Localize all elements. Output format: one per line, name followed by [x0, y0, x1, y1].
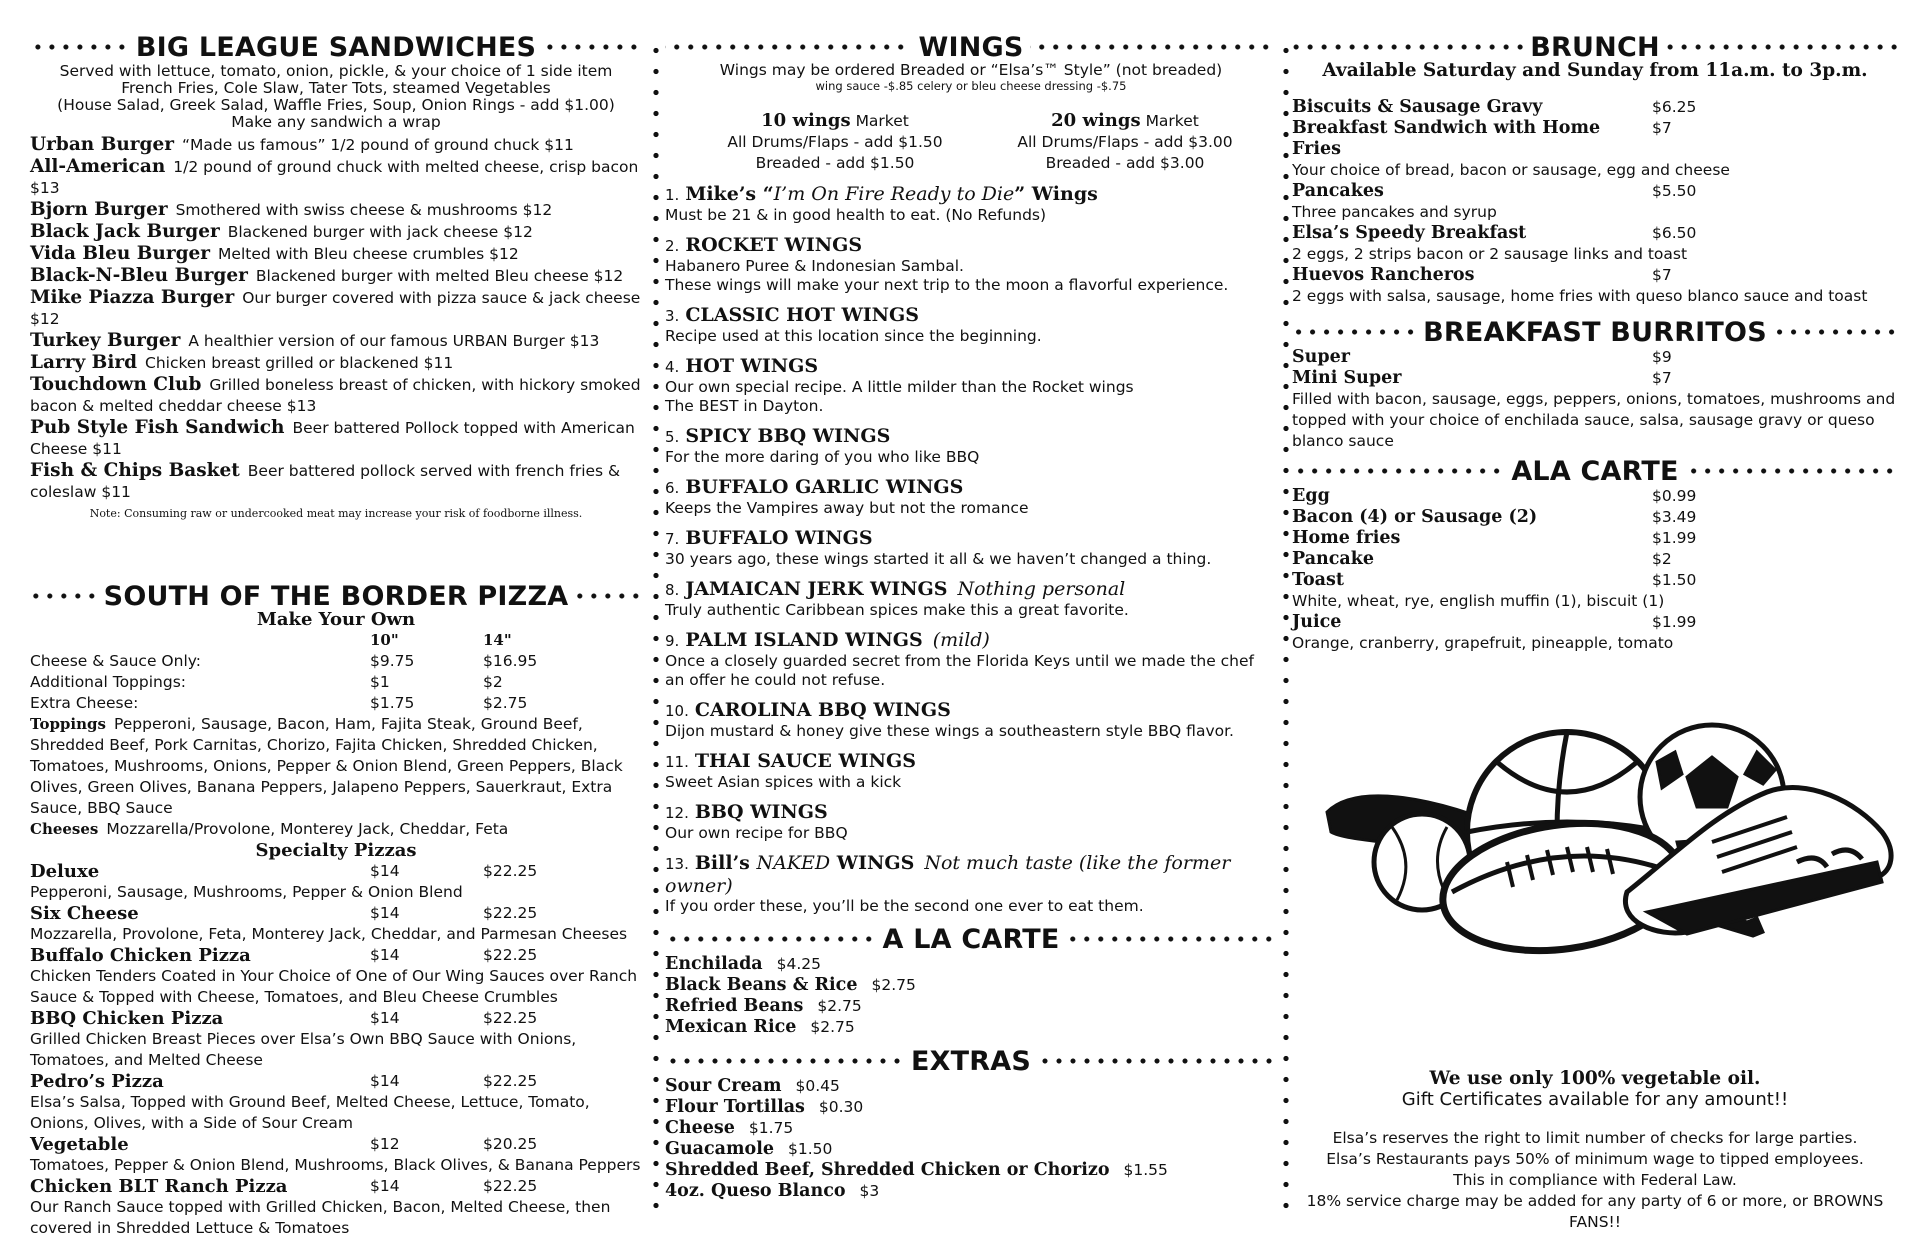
wing-number: 9.	[665, 632, 680, 650]
oil-note: We use only 100% vegetable oil.	[1429, 1068, 1761, 1089]
item-name: Refried Beans	[665, 996, 804, 1016]
wing-number: 11.	[665, 753, 689, 771]
item-name: Mexican Rice	[665, 1017, 797, 1037]
menu-item	[665, 1076, 1277, 1097]
wing-name-italic: I’m On Fire Ready to Die	[773, 183, 1015, 205]
menu-item	[30, 199, 642, 221]
menu-item	[1292, 118, 1898, 160]
item-desc: 2 eggs, 2 strips bacon or 2 sausage links and toast	[1292, 245, 1688, 263]
item-name: Egg	[1292, 486, 1330, 506]
item-desc: 1/2 pound of ground chuck with melted cheese, crisp bacon $13	[30, 158, 639, 197]
gift-note: Gift Certificates available for any amount!!	[1401, 1089, 1789, 1110]
menu-item	[30, 221, 642, 243]
item-desc: Melted with Bleu cheese crumbles $12	[218, 245, 519, 263]
menu-item	[30, 243, 642, 265]
menu-item	[30, 287, 642, 330]
wing-name: BUFFALO WINGS	[685, 527, 873, 549]
price-10: $14	[370, 946, 400, 964]
item-price: $1.75	[748, 1119, 794, 1137]
wing-item	[665, 578, 1277, 620]
wing-name: HOT WINGS	[685, 355, 819, 377]
right-column	[1292, 28, 1898, 1243]
wing-item	[665, 801, 1277, 843]
item-name: Black Beans & Rice	[665, 975, 858, 995]
wing-item	[665, 699, 1277, 741]
item-name: Pancake	[1292, 549, 1375, 569]
item-price: $0.30	[818, 1098, 864, 1116]
specialty-pizza	[30, 1134, 642, 1155]
pizza-size-headers: 10" 14"	[370, 631, 512, 649]
item-name: Fish & Chips Basket	[30, 460, 240, 481]
wing-desc: Recipe used at this location since the beginning.	[665, 327, 1042, 345]
row-label: Extra Cheese:	[30, 694, 139, 712]
wing-item	[665, 304, 1277, 346]
item-desc: 2 eggs with salsa, sausage, home fries with queso blanco sauce and toast	[1292, 287, 1868, 305]
wing-name: BBQ WINGS	[694, 801, 828, 823]
wing-number: 3.	[665, 307, 680, 325]
price-row	[30, 672, 642, 693]
item-name: Juice	[1292, 612, 1342, 632]
wing-list	[665, 183, 1277, 916]
item-name: Biscuits & Sausage Gravy	[1292, 97, 1543, 117]
price-14: $22.25	[483, 904, 538, 922]
price-10: $9.75	[370, 652, 415, 670]
wing-title	[665, 578, 1277, 601]
item-price: $0.45	[795, 1077, 840, 1095]
wing-name: ROCKET WINGS	[685, 234, 863, 256]
pizza-name: Six Cheese	[30, 903, 139, 924]
price-14: $2	[483, 673, 503, 691]
sandwiches-intro: Served with lettuce, tomato, onion, pickle, & your choice of 1 side item French Fries, Cole Slaw, Tater Tots, steamed Vegetables (House Salad, Greek Salad, Waffle Fries, Soup, Onion Rings - add $1.00) Make any sandwich a wrap	[57, 62, 615, 131]
menu-item	[665, 975, 1277, 996]
wing-title	[665, 476, 1277, 499]
item-name: Bacon (4) or Sausage (2)	[1292, 507, 1538, 527]
wing-item	[665, 355, 1277, 416]
brunch-list	[1292, 97, 1898, 307]
wing-title	[665, 183, 1277, 206]
wing-name: BUFFALO GARLIC WINGS	[685, 476, 964, 498]
item-name: Turkey Burger	[30, 330, 181, 351]
wing-title	[665, 801, 1277, 824]
item-name: Shredded Beef, Shredded Chicken or Chorizo	[665, 1160, 1110, 1180]
wing-note: Not much taste (like the former owner)	[665, 852, 1231, 897]
specialty-pizza	[30, 1071, 642, 1092]
item-name: Black Jack Burger	[30, 221, 220, 242]
sandwiches-header	[30, 28, 642, 66]
menu-item	[1292, 223, 1898, 244]
wing-name-end: WINGS	[830, 852, 915, 874]
item-name: Flour Tortillas	[665, 1097, 805, 1117]
section-title: SOUTH OF THE BORDER PIZZA	[103, 580, 569, 612]
wing-desc: For the more daring of you who like BBQ	[665, 448, 980, 466]
item-name: Guacamole	[665, 1139, 774, 1159]
wings-intro: Wings may be ordered Breaded or “Elsa’s™ Style” (not breaded)	[719, 61, 1223, 79]
item-name: Huevos Rancheros	[1292, 265, 1475, 285]
item-name: Bjorn Burger	[30, 199, 168, 220]
pizza-desc: Pepperoni, Sausage, Mushrooms, Pepper & Onion Blend	[30, 883, 463, 901]
menu-item	[30, 330, 642, 352]
price-10: $1	[370, 673, 390, 691]
middle-column	[665, 28, 1277, 1243]
item-price: $1.50	[1652, 571, 1697, 589]
menu-item	[1292, 507, 1898, 528]
item-price: $2.75	[810, 1018, 855, 1036]
wing-title	[665, 425, 1277, 448]
price-14: $22.25	[483, 1072, 538, 1090]
pizza-name: Deluxe	[30, 861, 100, 882]
item-name: Home fries	[1292, 528, 1401, 548]
wing-item	[665, 476, 1277, 518]
menu-item	[30, 417, 642, 460]
item-name: Pub Style Fish Sandwich	[30, 417, 285, 438]
burritos-list	[1292, 347, 1898, 452]
item-name: Breakfast Sandwich with Home Fries	[1292, 118, 1601, 159]
pizza-subtitle: Make Your Own	[256, 609, 416, 630]
item-desc: Our burger covered with pizza sauce & jack cheese $12	[30, 289, 641, 328]
price-10: $14	[370, 904, 400, 922]
section-title: BREAKFAST BURRITOS	[1423, 316, 1767, 348]
item-name: Sour Cream	[665, 1076, 782, 1096]
item-name: 4oz. Queso Blanco	[665, 1181, 846, 1201]
menu-item	[665, 1139, 1277, 1160]
wing-desc: Truly authentic Caribbean spices make this a great favorite.	[665, 601, 1129, 619]
section-title: WINGS	[918, 31, 1024, 63]
pizza-desc: Grilled Chicken Breast Pieces over Elsa’s Own BBQ Sauce with Onions, Tomatoes, and Melted Cheese	[30, 1030, 577, 1069]
menu-item	[1292, 181, 1898, 202]
wing-item	[665, 527, 1277, 569]
item-price: $5.50	[1652, 182, 1697, 200]
section-title: BRUNCH	[1530, 31, 1660, 63]
wing-number: 10.	[665, 702, 689, 720]
pizza-name: Pedro’s Pizza	[30, 1071, 164, 1092]
wing-name-italic: NAKED	[756, 852, 831, 874]
item-desc: Blackened burger with melted Bleu cheese $12	[255, 267, 624, 285]
menu-item	[30, 134, 642, 156]
item-name: Vida Bleu Burger	[30, 243, 211, 264]
food-safety-note: Note: Consuming raw or undercooked meat may increase your risk of foodborne illness.	[89, 507, 583, 520]
item-price: $6.25	[1652, 98, 1697, 116]
pizza-cheeses: Cheeses Mozzarella/Provolone, Monterey Jack, Cheddar, Feta	[30, 820, 509, 838]
wing-desc: Once a closely guarded secret from the Florida Keys until we made the chef an offer he could not refuse.	[665, 652, 1254, 689]
menu-item	[665, 1181, 1277, 1202]
item-desc: Three pancakes and syrup	[1292, 203, 1497, 221]
wing-name: Mike’s “	[685, 183, 774, 205]
price-10: $12	[370, 1135, 400, 1153]
wing-note: Nothing personal	[957, 578, 1126, 600]
price-10: $1.75	[370, 694, 415, 712]
item-price: $3	[859, 1182, 880, 1200]
wing-name: CAROLINA BBQ WINGS	[694, 699, 951, 721]
item-price: $0.99	[1652, 487, 1697, 505]
wing-number: 12.	[665, 804, 689, 822]
menu-item	[30, 352, 642, 374]
price-10: $14	[370, 1177, 400, 1195]
item-name: Touchdown Club	[30, 374, 202, 395]
item-price: $9	[1652, 348, 1672, 366]
pizza-name: Vegetable	[30, 1134, 129, 1155]
price-14: $16.95	[483, 652, 538, 670]
item-price: $2.75	[817, 997, 862, 1015]
brunch-subtitle: Available Saturday and Sunday from 11a.m. to 3p.m.	[1322, 60, 1868, 81]
menu-item	[30, 265, 642, 287]
pizza-name: Chicken BLT Ranch Pizza	[30, 1176, 288, 1197]
section-title: ALA CARTE	[1511, 455, 1679, 487]
item-desc: Beer battered Pollock topped with American Cheese $11	[30, 419, 635, 458]
wing-counts	[665, 110, 1277, 174]
twenty-wings: 20 wings Market All Drums/Flaps - add $3.00 Breaded - add $3.00	[1017, 110, 1233, 172]
item-price: $1.55	[1123, 1161, 1168, 1179]
row-label: Cheese & Sauce Only:	[30, 652, 202, 670]
item-name: All-American	[30, 156, 166, 177]
price-14: $20.25	[483, 1135, 538, 1153]
item-name: Super	[1292, 347, 1350, 367]
wing-item	[665, 750, 1277, 792]
item-name: Mini Super	[1292, 368, 1402, 388]
menu-item	[1292, 265, 1898, 286]
alacarte-list	[665, 954, 1277, 1038]
wing-number: 8.	[665, 581, 680, 599]
pizza-base-prices	[30, 651, 642, 714]
specialty-pizza	[30, 861, 642, 882]
wing-number: 6.	[665, 479, 680, 497]
price-14: $22.25	[483, 946, 538, 964]
wing-title	[665, 629, 1277, 652]
menu-item	[665, 1160, 1277, 1181]
wing-number: 7.	[665, 530, 680, 548]
pizza-name: Buffalo Chicken Pizza	[30, 945, 251, 966]
menu-item	[30, 374, 642, 417]
alacarte-header	[665, 920, 1277, 958]
price-row	[30, 693, 642, 714]
burritos-header	[1292, 313, 1898, 351]
wing-name: THAI SAUCE WINGS	[694, 750, 916, 772]
item-desc: A healthier version of our famous URBAN Burger $13	[188, 332, 600, 350]
item-name: Cheese	[665, 1118, 735, 1138]
wing-desc: Must be 21 & in good health to eat. (No Refunds)	[665, 206, 1047, 224]
section-title: A LA CARTE	[882, 923, 1060, 955]
wing-title	[665, 699, 1277, 722]
ten-wings: 10 wings Market All Drums/Flaps - add $1.50 Breaded - add $1.50	[727, 110, 943, 172]
extras-list	[665, 1076, 1277, 1202]
wing-name: CLASSIC HOT WINGS	[685, 304, 919, 326]
wing-desc: Keeps the Vampires away but not the romance	[665, 499, 1029, 517]
wing-title	[665, 355, 1277, 378]
price-10: $14	[370, 1072, 400, 1090]
item-desc: Blackened burger with jack cheese $12	[227, 223, 533, 241]
menu-item	[665, 1097, 1277, 1118]
menu-item	[30, 460, 642, 503]
extras-header	[665, 1042, 1277, 1080]
menu-item	[1292, 612, 1898, 633]
wing-name: SPICY BBQ WINGS	[685, 425, 891, 447]
wing-item	[665, 425, 1277, 467]
wing-number: 5.	[665, 428, 680, 446]
specialty-pizza	[30, 903, 642, 924]
menu-item	[665, 1017, 1277, 1038]
pizza-toppings: Toppings Pepperoni, Sausage, Bacon, Ham, Fajita Steak, Ground Beef, Shredded Beef, Pork Carnitas, Chorizo, Fajita Chicken, Shredded Chicken, Tomatoes, Mushrooms, Onions, Pepper & Onion Blend, Green Peppers, Black Olives, Green Olives, Banana Peppers, Jalapeno Peppers, Sauerkraut, Extra Sauce, BBQ Sauce	[30, 715, 623, 817]
menu-item	[1292, 368, 1898, 389]
column-divider-right	[1283, 40, 1289, 1215]
pizza-desc: Mozzarella, Provolone, Feta, Monterey Jack, Cheddar, and Parmesan Cheeses	[30, 925, 628, 943]
menu-item	[1292, 528, 1898, 549]
item-desc: White, wheat, rye, english muffin (1), biscuit (1)	[1292, 592, 1665, 610]
menu-item	[665, 1118, 1277, 1139]
item-price: $7	[1652, 119, 1672, 137]
price-10: $14	[370, 862, 400, 880]
price-14: $22.25	[483, 1009, 538, 1027]
specialty-pizza	[30, 1176, 642, 1197]
item-price: $3.49	[1652, 508, 1697, 526]
item-desc: Orange, cranberry, grapefruit, pineapple, tomato	[1292, 634, 1674, 652]
specialty-pizza-list	[30, 861, 642, 1239]
item-desc: Your choice of bread, bacon or sausage, egg and cheese	[1292, 161, 1730, 179]
sports-balls-icon	[1317, 722, 1907, 1022]
wing-title	[665, 750, 1277, 773]
wing-desc: Sweet Asian spices with a kick	[665, 773, 902, 791]
menu-item	[1292, 549, 1898, 570]
item-desc: Smothered with swiss cheese & mushrooms $12	[175, 201, 553, 219]
menu-item	[1292, 347, 1898, 368]
item-price: $7	[1652, 266, 1672, 284]
wing-name: JAMAICAN JERK WINGS	[685, 578, 948, 600]
wing-number: 4.	[665, 358, 680, 376]
wing-item	[665, 629, 1277, 690]
pizza-name: BBQ Chicken Pizza	[30, 1008, 224, 1029]
wing-item	[665, 852, 1277, 916]
menu-item	[1292, 570, 1898, 591]
price-14: $22.25	[483, 862, 538, 880]
wings-intro-sauce: wing sauce -$.85 celery or bleu cheese dressing -$.75	[815, 79, 1127, 93]
item-name: Enchilada	[665, 954, 763, 974]
item-desc: Grilled boneless breast of chicken, with hickory smoked bacon & melted cheddar cheese $13	[30, 376, 641, 415]
left-column	[30, 28, 642, 1243]
wing-item	[665, 183, 1277, 225]
wing-name-end: ” Wings	[1014, 183, 1098, 205]
menu-item	[665, 954, 1277, 975]
item-desc: Beer battered pollock served with french fries & coleslaw $11	[30, 462, 621, 501]
wing-title	[665, 234, 1277, 257]
price-14: $2.75	[483, 694, 528, 712]
column-divider-left	[653, 40, 659, 1215]
item-price: $6.50	[1652, 224, 1697, 242]
section-title: EXTRAS	[911, 1045, 1032, 1077]
pizza-desc: Our Ranch Sauce topped with Grilled Chicken, Bacon, Melted Cheese, then covered in Shredded Lettuce & Tomatoes	[30, 1198, 611, 1237]
sandwich-list	[30, 134, 642, 503]
menu-item	[665, 996, 1277, 1017]
price-10: $14	[370, 1009, 400, 1027]
footer	[1292, 1068, 1898, 1233]
row-label: Additional Toppings:	[30, 673, 186, 691]
item-name: Mike Piazza Burger	[30, 287, 235, 308]
wing-desc: Dijon mustard & honey give these wings a southeastern style BBQ flavor.	[665, 722, 1234, 740]
item-name: Larry Bird	[30, 352, 138, 373]
pizza-desc: Chicken Tenders Coated in Your Choice of One of Our Wing Sauces over Ranch Sauce & Topped with Cheese, Tomatoes, and Bleu Cheese Crumbles	[30, 967, 638, 1006]
wing-title	[665, 852, 1277, 897]
item-price: $7	[1652, 369, 1672, 387]
wing-title	[665, 304, 1277, 327]
wing-desc: 30 years ago, these wings started it all & we haven’t changed a thing.	[665, 550, 1212, 568]
specialty-pizza	[30, 1008, 642, 1029]
item-price: $4.25	[776, 955, 822, 973]
item-desc: “Made us famous” 1/2 pound of ground chuck $11	[181, 136, 574, 154]
item-price: $2.75	[871, 976, 916, 994]
section-title: BIG LEAGUE SANDWICHES	[135, 31, 537, 63]
item-name: Black-N-Bleu Burger	[30, 265, 248, 286]
wing-desc: Our own special recipe. A little milder than the Rocket wings The BEST in Dayton.	[665, 378, 1134, 415]
item-name: Urban Burger	[30, 134, 174, 155]
item-price: $1.99	[1652, 613, 1697, 631]
item-price: $1.99	[1652, 529, 1697, 547]
menu-item	[1292, 97, 1898, 118]
item-price: $1.50	[787, 1140, 833, 1158]
item-desc: Chicken breast grilled or blackened $11	[145, 354, 454, 372]
item-price: $2	[1652, 550, 1672, 568]
specialty-title: Specialty Pizzas	[255, 840, 417, 861]
wing-name: Bill’s	[694, 852, 757, 874]
wing-note: (mild)	[932, 629, 990, 651]
price-14: $22.25	[483, 1177, 538, 1195]
wing-desc: Habanero Puree & Indonesian Sambal. These wings will make your next trip to the moon a flavorful experience.	[665, 257, 1229, 294]
wing-number: 1.	[665, 186, 680, 204]
wing-name: PALM ISLAND WINGS	[685, 629, 923, 651]
alacarte2-list	[1292, 486, 1898, 654]
item-desc: Filled with bacon, sausage, eggs, peppers, onions, tomatoes, mushrooms and topped with your choice of enchilada sauce, salsa, sausage gravy or queso blanco sauce	[1292, 390, 1896, 450]
wing-title	[665, 527, 1277, 550]
menu-item	[30, 156, 642, 199]
menu-item	[1292, 486, 1898, 507]
alacarte2-header	[1292, 452, 1898, 490]
wing-number: 2.	[665, 237, 680, 255]
wing-desc: Our own recipe for BBQ	[665, 824, 848, 842]
wing-desc: If you order these, you’ll be the second one ever to eat them.	[665, 897, 1144, 915]
item-name: Elsa’s Speedy Breakfast	[1292, 223, 1527, 243]
item-name: Pancakes	[1292, 181, 1384, 201]
item-name: Toast	[1292, 570, 1344, 590]
pizza-desc: Elsa’s Salsa, Topped with Ground Beef, Melted Cheese, Lettuce, Tomato, Onions, Olives, with a Side of Sour Cream	[30, 1093, 590, 1132]
price-row	[30, 651, 642, 672]
specialty-pizza	[30, 945, 642, 966]
wing-item	[665, 234, 1277, 295]
wing-number: 13.	[665, 855, 689, 873]
pizza-desc: Tomatoes, Pepper & Onion Blend, Mushrooms, Black Olives, & Banana Peppers	[30, 1156, 641, 1174]
policy-lines: Elsa’s reserves the right to limit number of checks for large parties. Elsa’s Restaurants pays 50% of minimum wage to tipped employees. This in compliance with Federal Law. 18% service charge may be added for any party of 6 or more, or BROWNS FANS!!	[1306, 1129, 1884, 1231]
